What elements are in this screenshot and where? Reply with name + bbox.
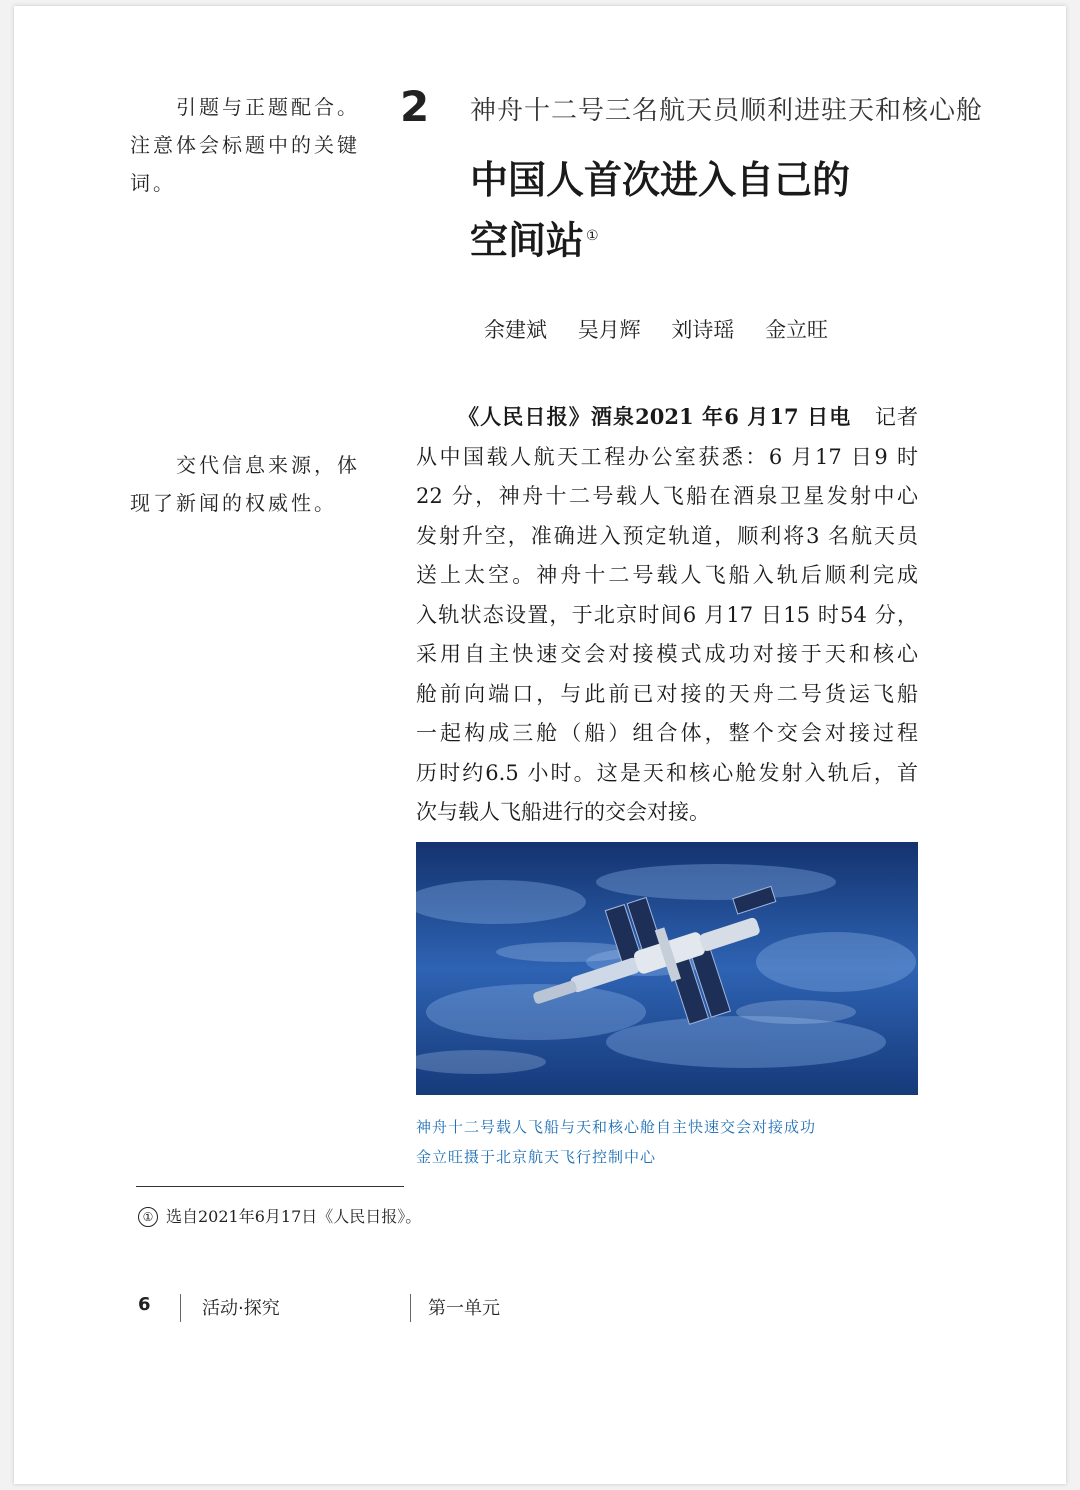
footnote xyxy=(138,1204,421,1227)
headline-line-2: 空间站 ① xyxy=(470,218,599,263)
author-name: 吴月辉 xyxy=(577,318,641,342)
lesson-number: 2 xyxy=(400,82,430,131)
photo-caption xyxy=(416,1112,816,1172)
footnote-divider xyxy=(136,1186,404,1187)
body-line-first xyxy=(416,397,918,438)
footer-divider xyxy=(410,1294,411,1322)
footer-divider xyxy=(180,1294,181,1322)
footnote-text: 选自2021年6月17日《人民日报》。 xyxy=(166,1207,422,1226)
body-line: 次与载人飞船进行的交会对接。 xyxy=(416,800,710,824)
body-fragment: 记者 xyxy=(874,405,919,429)
page-number: 6 xyxy=(138,1294,151,1315)
body-line: 入轨状态设置，于北京时间6 月17 日15 时54 分， xyxy=(416,602,918,627)
caption-line-2: 金立旺摄于北京航天飞行控制中心 xyxy=(416,1148,657,1166)
side-note-text: 交代信息来源，体现了新闻的权威性。 xyxy=(130,453,360,515)
headline xyxy=(470,152,890,269)
footer-section: 活动·探究 xyxy=(202,1298,280,1319)
footnote-mark: ① xyxy=(138,1207,158,1227)
article-body xyxy=(416,397,918,833)
body-line: 一起构成三舱（船）组合体，整个交会对接过程 xyxy=(416,721,918,745)
headline-footnote-mark: ① xyxy=(586,228,599,244)
space-station-photo xyxy=(416,842,918,1095)
side-note-text: 引题与正题配合。注意体会标题中的关键词。 xyxy=(130,95,360,195)
footer-unit: 第一单元 xyxy=(428,1298,500,1319)
body-line: 送上太空。神舟十二号载人飞船入轨后顺利完成 xyxy=(416,563,918,587)
kicker-title: 神舟十二号三名航天员顺利进驻天和核心舱 xyxy=(470,96,984,126)
author-name: 金立旺 xyxy=(765,318,829,342)
body-line: 历时约6.5 小时。这是天和核心舱发射入轨后，首 xyxy=(416,760,918,785)
side-note-headline xyxy=(130,88,360,202)
dateline: 《人民日报》酒泉2021 年6 月17 日电 xyxy=(458,404,852,429)
body-line: 从中国载人航天工程办公室获悉：6 月17 日9 时 xyxy=(416,444,918,469)
body-line: 舱前向端口，与此前已对接的天舟二号货运飞船 xyxy=(416,681,918,706)
body-line: 发射升空，准确进入预定轨道，顺利将3 名航天员 xyxy=(416,523,918,548)
caption-line-1: 神舟十二号载人飞船与天和核心舱自主快速交会对接成功 xyxy=(416,1118,817,1136)
space-station-illustration xyxy=(416,842,918,1095)
side-note-source xyxy=(130,446,360,522)
author-list xyxy=(484,314,852,344)
author-name: 余建斌 xyxy=(484,318,547,342)
headline-line-1: 中国人首次进入自己的 xyxy=(470,158,851,202)
author-name: 刘诗瑶 xyxy=(671,318,735,342)
body-line: 采用自主快速交会对接模式成功对接于天和核心 xyxy=(416,642,918,666)
body-line: 22 分，神舟十二号载人飞船在酒泉卫星发射中心 xyxy=(416,484,918,508)
